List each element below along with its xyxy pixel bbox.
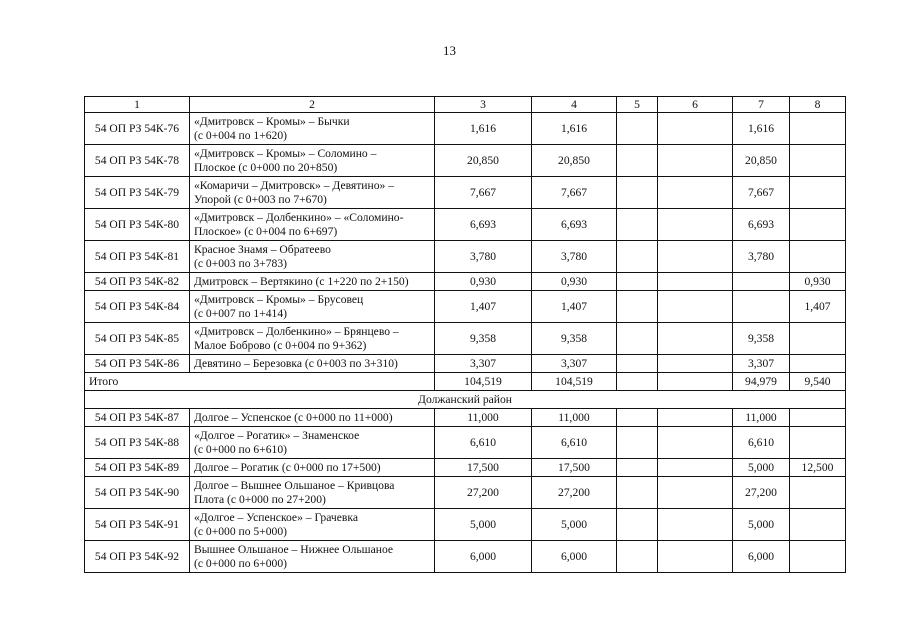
road-code: 54 ОП РЗ 54К-84 [85,291,190,323]
road-name-line: «Дмитровск – Кромы» – Бычки [194,114,350,128]
value-cell [617,177,658,209]
road-name-line: Малое Боброво (с 0+004 по 9+362) [194,338,367,352]
value-cell [790,209,846,241]
value-cell [790,323,846,355]
total-value: 104,519 [435,373,532,391]
value-cell: 17,500 [532,459,617,477]
road-name-line: «Долгое – Рогатик» – Знаменское [194,428,360,442]
road-name [190,323,435,355]
column-number: 8 [790,97,846,113]
column-number: 5 [617,97,658,113]
value-cell [617,509,658,541]
value-cell [790,241,846,273]
road-code: 54 ОП РЗ 54К-91 [85,509,190,541]
road-name-line: «Комаричи – Дмитровск» – Девятино» – [194,178,395,192]
road-name-line: Плота (с 0+000 по 27+200) [194,492,326,506]
value-cell: 7,667 [733,177,790,209]
value-cell [658,459,733,477]
total-value [658,373,733,391]
value-cell [658,241,733,273]
value-cell: 1,616 [435,113,532,145]
value-cell: 20,850 [532,145,617,177]
road-name-line: Упорой (с 0+003 по 7+670) [194,192,327,206]
value-cell: 11,000 [435,409,532,427]
road-code: 54 ОП РЗ 54К-76 [85,113,190,145]
table-row [85,541,846,573]
value-cell [658,427,733,459]
total-value: 104,519 [532,373,617,391]
road-name-line: «Дмитровск – Долбенкино» – Брянцево – [194,324,399,338]
value-cell: 27,200 [733,477,790,509]
value-cell [790,113,846,145]
value-cell: 7,667 [435,177,532,209]
value-cell: 17,500 [435,459,532,477]
table-row [85,427,846,459]
value-cell: 27,200 [532,477,617,509]
value-cell [790,427,846,459]
road-code: 54 ОП РЗ 54К-92 [85,541,190,573]
road-name-line: Долгое – Вышнее Ольшаное – Кривцова [194,478,395,492]
value-cell [658,177,733,209]
value-cell: 12,500 [790,459,846,477]
value-cell [790,477,846,509]
value-cell: 5,000 [435,509,532,541]
value-cell: 5,000 [733,459,790,477]
table-row [85,241,846,273]
total-value: 94,979 [733,373,790,391]
road-name-line: Девятино – Березовка (с 0+003 по 3+310) [194,356,398,370]
value-cell [658,145,733,177]
value-cell [658,541,733,573]
value-cell [617,113,658,145]
road-code: 54 ОП РЗ 54К-79 [85,177,190,209]
value-cell: 0,930 [532,273,617,291]
table-row [85,273,846,291]
value-cell: 5,000 [532,509,617,541]
value-cell [617,427,658,459]
road-code: 54 ОП РЗ 54К-81 [85,241,190,273]
value-cell: 6,693 [532,209,617,241]
road-name-line: «Дмитровск – Кромы» – Брусовец [194,292,364,306]
road-name-line: (с 0+000 по 6+000) [194,556,288,570]
value-cell: 0,930 [790,273,846,291]
value-cell [617,541,658,573]
road-name-line: (с 0+000 по 6+610) [194,442,288,456]
value-cell: 9,358 [532,323,617,355]
value-cell: 11,000 [532,409,617,427]
column-number-row [85,97,846,113]
table-row [85,409,846,427]
value-cell [658,209,733,241]
road-name-line: «Дмитровск – Долбенкино» – «Соломино- [194,210,404,224]
road-name-line: Красное Знамя – Обратеево [194,242,331,256]
roads-table [84,96,846,573]
value-cell: 6,000 [435,541,532,573]
table-row [85,209,846,241]
total-row [85,373,846,391]
road-name [190,273,435,291]
road-name [190,459,435,477]
table-row [85,323,846,355]
road-name [190,427,435,459]
value-cell [617,273,658,291]
total-value: 9,540 [790,373,846,391]
road-code: 54 ОП РЗ 54К-87 [85,409,190,427]
column-number: 3 [435,97,532,113]
road-name [190,541,435,573]
road-name-line: (с 0+004 по 1+620) [194,128,288,142]
value-cell: 5,000 [733,509,790,541]
road-name-line: Вышнее Ольшаное – Нижнее Ольшаное [194,542,394,556]
column-number: 4 [532,97,617,113]
table-row [85,113,846,145]
road-code: 54 ОП РЗ 54К-85 [85,323,190,355]
value-cell [790,177,846,209]
value-cell [658,355,733,373]
road-name-line: (с 0+000 по 5+000) [194,524,288,538]
road-name [190,177,435,209]
value-cell: 9,358 [733,323,790,355]
table-row [85,459,846,477]
value-cell [790,509,846,541]
table-body [85,97,846,573]
value-cell: 3,780 [435,241,532,273]
road-code: 54 ОП РЗ 54К-89 [85,459,190,477]
value-cell [658,113,733,145]
value-cell [733,273,790,291]
value-cell [617,241,658,273]
road-name [190,509,435,541]
road-code: 54 ОП РЗ 54К-80 [85,209,190,241]
value-cell: 6,693 [435,209,532,241]
value-cell: 1,616 [532,113,617,145]
value-cell [617,209,658,241]
table-row [85,291,846,323]
value-cell [658,477,733,509]
value-cell: 3,780 [532,241,617,273]
value-cell: 11,000 [733,409,790,427]
value-cell: 6,610 [435,427,532,459]
table-row [85,509,846,541]
road-name-line: Долгое – Рогатик (с 0+000 по 17+500) [194,460,381,474]
value-cell: 9,358 [435,323,532,355]
table-row [85,355,846,373]
value-cell: 3,307 [532,355,617,373]
road-name [190,291,435,323]
value-cell: 1,407 [532,291,617,323]
column-number: 1 [85,97,190,113]
value-cell [617,323,658,355]
value-cell: 6,610 [532,427,617,459]
road-name [190,355,435,373]
value-cell: 6,610 [733,427,790,459]
road-name-line: «Долгое – Успенское» – Грачевка [194,510,358,524]
value-cell [617,409,658,427]
value-cell: 27,200 [435,477,532,509]
value-cell [790,355,846,373]
value-cell [658,409,733,427]
value-cell: 3,780 [733,241,790,273]
road-code: 54 ОП РЗ 54К-88 [85,427,190,459]
value-cell: 20,850 [435,145,532,177]
road-name-line: (с 0+003 по 3+783) [194,256,288,270]
column-number: 2 [190,97,435,113]
road-code: 54 ОП РЗ 54К-86 [85,355,190,373]
road-name-line: (с 0+007 по 1+414) [194,306,288,320]
road-name-line: Долгое – Успенское (с 0+000 по 11+000) [194,410,393,424]
value-cell [658,291,733,323]
value-cell: 20,850 [733,145,790,177]
road-name-line: Плоское» (с 0+004 по 6+697) [194,224,338,238]
road-name-line: Дмитровск – Вертякино (с 1+220 по 2+150) [194,274,409,288]
road-name [190,113,435,145]
road-name-line: «Дмитровск – Кромы» – Соломино – [194,146,377,160]
table-row [85,145,846,177]
value-cell: 0,930 [435,273,532,291]
value-cell [790,145,846,177]
value-cell: 7,667 [532,177,617,209]
total-label: Итого [85,373,435,391]
value-cell: 1,407 [790,291,846,323]
value-cell [617,291,658,323]
column-number: 7 [733,97,790,113]
value-cell: 3,307 [733,355,790,373]
value-cell [658,323,733,355]
road-name [190,409,435,427]
road-name [190,477,435,509]
value-cell [617,459,658,477]
value-cell [658,273,733,291]
value-cell [733,291,790,323]
road-name [190,241,435,273]
value-cell [658,509,733,541]
column-number: 6 [658,97,733,113]
value-cell: 6,000 [532,541,617,573]
table-row [85,477,846,509]
value-cell: 1,616 [733,113,790,145]
road-code: 54 ОП РЗ 54К-90 [85,477,190,509]
value-cell [790,541,846,573]
page-number: 13 [443,43,456,58]
value-cell [617,355,658,373]
road-code: 54 ОП РЗ 54К-78 [85,145,190,177]
value-cell: 6,693 [733,209,790,241]
region-name: Должанский район [85,391,846,409]
value-cell: 6,000 [733,541,790,573]
value-cell [617,145,658,177]
value-cell [790,409,846,427]
road-name [190,145,435,177]
value-cell [617,477,658,509]
road-name [190,209,435,241]
value-cell: 1,407 [435,291,532,323]
value-cell: 3,307 [435,355,532,373]
region-row [85,391,846,409]
road-name-line: Плоское (с 0+000 по 20+850) [194,160,338,174]
road-code: 54 ОП РЗ 54К-82 [85,273,190,291]
table-row [85,177,846,209]
total-value [617,373,658,391]
